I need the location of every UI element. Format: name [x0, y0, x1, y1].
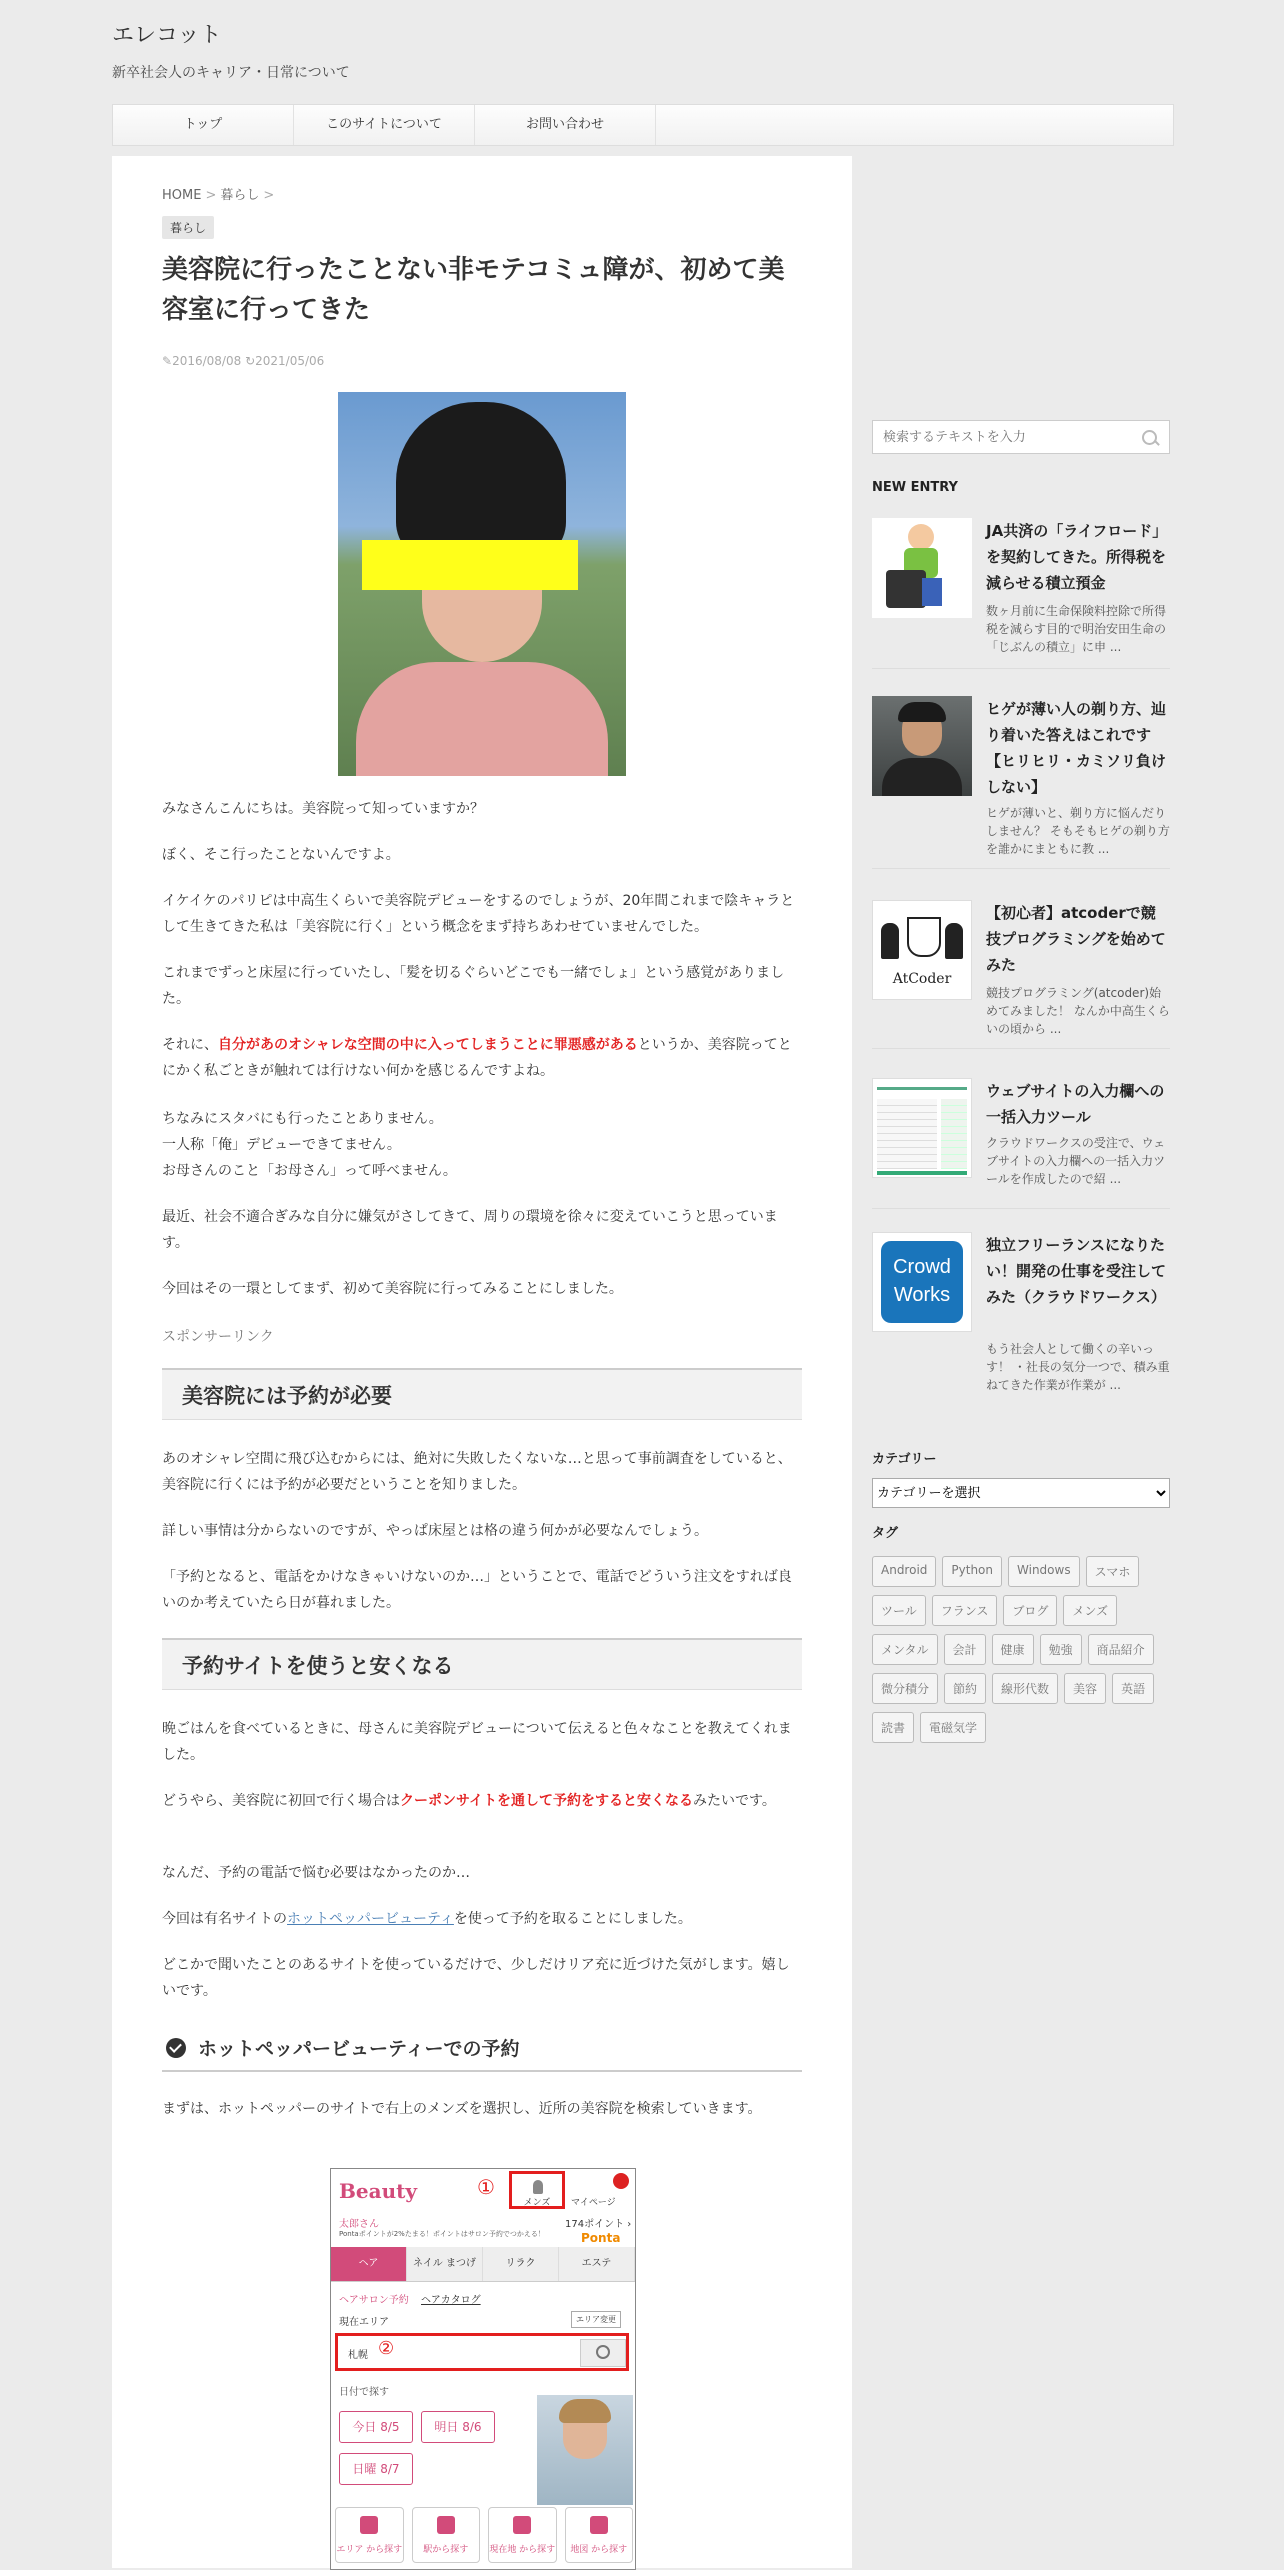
hp-station-button: 駅から探す [412, 2507, 481, 2563]
paragraph: どこかで聞いたことのあるサイトを使っているだけで、少しだけリア充に近づけた気がします。嬉しいです。 [162, 1957, 790, 1999]
hp-tab: エステ [559, 2247, 635, 2281]
breadcrumb-sep: > [263, 188, 275, 203]
author-photo [338, 392, 626, 776]
tag-link[interactable]: 節約 [944, 1673, 986, 1704]
category-select[interactable] [872, 1478, 1170, 1508]
paragraph: 「予約となると、電話をかけなきゃいけないのか…」ということで、電話でどういう注文をすれば良いのか考えていたら日が暮れました。 [162, 1569, 792, 1611]
nav-about[interactable]: このサイトについて [294, 105, 475, 145]
tag-link[interactable]: 読書 [872, 1712, 914, 1743]
hp-date-chip: 日曜 8/7 [339, 2453, 413, 2485]
entry-title[interactable]: ヒゲが薄い人の剃り方、辿り着いた答えはこれです【ヒリヒリ・カミソリ負けしない】 [986, 700, 1167, 796]
crowdworks-label-2: Works [893, 1284, 951, 1306]
search-input[interactable] [881, 421, 1135, 453]
search-icon[interactable] [1142, 430, 1157, 445]
paragraph: これまでずっと床屋に行っていたし、「髪を切るぐらいどこでも一緒でしょ」という感覚がありました。 [162, 965, 785, 1007]
tag-link[interactable]: 英語 [1112, 1673, 1154, 1704]
atcoder-logo[interactable] [872, 900, 972, 1000]
new-entry-item[interactable] [872, 518, 1170, 669]
highlight-text: 自分があのオシャレな空間の中に入ってしまうことに罪悪感がある [218, 1037, 638, 1053]
paragraph: 今回はその一環としてまず、初めて美容院に行ってみることにしました。 [162, 1281, 623, 1297]
paragraph: みなさんこんにちは。美容院って知っていますか？ [162, 801, 484, 817]
hp-area-label: 現在エリア [339, 2317, 389, 2328]
hp-tab: リラク [483, 2247, 559, 2281]
new-entry-item[interactable] [872, 696, 1170, 869]
paragraph: 詳しい事情は分からないのですが、やっぱ床屋とは格の違う何かが必要なんでしょう。 [162, 1523, 708, 1539]
tag-link[interactable]: Windows [1008, 1556, 1080, 1587]
hp-date-chip: 今日 8/5 [339, 2411, 413, 2443]
new-entry-item[interactable] [872, 900, 1170, 1049]
tag-link[interactable]: メンズ [1063, 1595, 1117, 1626]
section-heading: 予約サイトを使うと安くなる [162, 1638, 802, 1690]
crowdworks-logo[interactable] [872, 1232, 972, 1332]
new-entry-heading: NEW ENTRY [872, 480, 958, 495]
paragraph: ぼく、そこ行ったことないんですよ。 [162, 847, 400, 863]
tag-link[interactable]: フランス [932, 1595, 998, 1626]
close-icon [613, 2173, 629, 2189]
section-heading: 美容院には予約が必要 [162, 1368, 802, 1420]
entry-excerpt: ヒゲが薄いと、剃り方に悩んだりしません？ そもそもヒゲの剃り方を誰かにまともに教 ... [986, 806, 1170, 856]
tag-cloud [872, 1556, 1170, 1743]
breadcrumb-sep: > [205, 188, 217, 203]
paragraph: まずは、ホットペッパーのサイトで右上のメンズを選択し、近所の美容院を検索していきます。 [162, 2101, 762, 2117]
mens-button: メンズ [509, 2171, 565, 2209]
paragraph: あのオシャレ空間に飛び込むからには、絶対に失敗したくないな…と思って事前調査をしていると、美容院に行くには予約が必要だということを知りました。 [162, 1451, 792, 1493]
entry-title[interactable]: 独立フリーランスになりたい！開発の仕事を受注してみた（クラウドワークス） [986, 1236, 1167, 1306]
entry-excerpt: 数ヶ月前に生命保険料控除で所得税を減らす目的で明治安田生命の「じぶんの積立」に申 ... [986, 604, 1167, 654]
hp-tab: ネイル まつげ [407, 2247, 483, 2281]
new-entry-item[interactable] [872, 1232, 1170, 1408]
tag-heading: タグ [872, 1526, 899, 1541]
hp-sub-link: ヘアカタログ [421, 2295, 481, 2306]
paragraph: 晩ごはんを食べているときに、母さんに美容院デビューについて伝えると色々なことを教えてくれました。 [162, 1721, 792, 1763]
hp-search-box [335, 2333, 629, 2371]
sidebar-search [872, 420, 1170, 454]
tag-link[interactable]: 微分積分 [872, 1673, 938, 1704]
model-photo [537, 2395, 633, 2505]
breadcrumb-home[interactable]: HOME [162, 188, 202, 203]
tag-link[interactable]: ツール [872, 1595, 926, 1626]
entry-title[interactable]: JA共済の「ライフロード」を契約してきた。所得税を減らせる積立預金 [986, 522, 1168, 592]
hp-location-button: 現在地 から探す [488, 2507, 557, 2563]
face-censor-bar [362, 540, 578, 590]
paragraph: なんだ、予約の電話で悩む必要はなかったのか… [162, 1865, 470, 1881]
tag-link[interactable]: Python [942, 1556, 1002, 1587]
subsection-heading: ホットペッパービューティーでの予約 [162, 2026, 802, 2072]
tag-link[interactable]: 電磁気学 [920, 1712, 986, 1743]
tag-link[interactable]: 線形代数 [992, 1673, 1058, 1704]
entry-excerpt: もう社会人として働くの辛いっす！ ・社長の気分一つで、積み重ねてきた作業が作業が ... [986, 1342, 1170, 1392]
site-description: 新卒社会人のキャリア・日常について [112, 65, 350, 81]
points: 174ポイント › [565, 2219, 632, 2230]
entry-thumbnail[interactable] [872, 1078, 972, 1178]
tag-link[interactable]: 健康 [992, 1634, 1034, 1665]
updated-date: 2021/05/06 [255, 354, 325, 368]
crowdworks-label-1: Crowd [893, 1256, 951, 1278]
tag-link[interactable]: 会計 [944, 1634, 986, 1665]
hp-area-button: エリア から探す [335, 2507, 404, 2563]
atcoder-label: AtCoder [892, 971, 952, 987]
entry-title[interactable]: 【初心者】atcoderで競技プログラミングを始めてみた [986, 904, 1166, 974]
hp-date-chip: 明日 8/6 [421, 2411, 495, 2443]
category-tag[interactable]: 暮らし [162, 216, 214, 239]
paragraph: イケイケのパリピは中高生くらいで美容院デビューをするのでしょうが、20年間これまで陰キャラとして生きてきた私は「美容院に行く」という概念をまず持ちあわせていませんでした。 [162, 893, 795, 935]
paragraph: 今回は有名サイトのホットペッパービューティを使って予約を取ることにしました。 [162, 1911, 692, 1927]
pencil-icon: ✎ [162, 354, 173, 368]
hp-sub-link: ヘアサロン予約 [339, 2295, 409, 2306]
hp-tabs [331, 2247, 635, 2282]
tag-link[interactable]: Android [872, 1556, 936, 1587]
ponta-logo: Ponta [581, 2231, 621, 2245]
mypage-label: マイページ [571, 2198, 616, 2208]
breadcrumb [162, 184, 802, 203]
hp-bottom-nav [335, 2507, 633, 2563]
marker-1: ① [477, 2175, 495, 2199]
article-dates [162, 354, 802, 368]
site-title[interactable]: エレコット [112, 23, 222, 48]
new-entry-item[interactable] [872, 1078, 1170, 1209]
tag-link[interactable]: ブログ [1003, 1595, 1057, 1626]
paragraph: ちなみにスタバにも行ったことありません。 一人称「俺」デビューできてません。 お母さんのこと「お母さん」って呼べません。 [162, 1111, 457, 1179]
beauty-logo: Beauty [339, 2179, 417, 2203]
entry-title[interactable]: ウェブサイトの入力欄への一括入力ツール [986, 1082, 1165, 1126]
hp-search-value: 札幌 [348, 2350, 368, 2361]
tag-link[interactable]: スマホ [1086, 1556, 1140, 1587]
tag-link[interactable]: メンタル [872, 1634, 938, 1665]
user-name: 太郎さん [339, 2219, 379, 2230]
paragraph: それに、自分があのオシャレな空間の中に入ってしまうことに罪悪感があるというか、美容院ってとにかく私ごときが触れては行けない何かを感じるんですよね。 [162, 1037, 792, 1079]
entry-thumbnail[interactable] [872, 518, 972, 618]
entry-thumbnail[interactable] [872, 696, 972, 796]
entry-excerpt: 競技プログラミング(atcoder)始めてみました！ なんか中高生くらいの頃から ... [986, 986, 1170, 1036]
category-heading: カテゴリー [872, 1452, 937, 1467]
search-icon [580, 2339, 626, 2367]
hp-map-button: 地図 から探す [565, 2507, 634, 2563]
breadcrumb-category[interactable]: 暮らし [220, 188, 260, 203]
sponsored-label: スポンサーリンク [162, 1329, 274, 1345]
highlight-text: クーポンサイトを通して予約をすると安くなる [400, 1793, 694, 1809]
promo-text: Pontaポイントが2%たまる！ポイントはサロン予約でつかえる！ [339, 2230, 545, 2238]
nav-contact[interactable]: お問い合わせ [475, 105, 656, 145]
marker-2: ② [378, 2338, 395, 2359]
article-title: 美容院に行ったことない非モテコミュ障が、初めて美容室に行ってきた [162, 255, 785, 325]
hotpepper-screenshot [330, 2168, 636, 2570]
nav-top[interactable]: トップ [113, 105, 294, 145]
hp-date-label: 日付で探す [339, 2387, 389, 2398]
entry-excerpt: クラウドワークスの受注で、ウェブサイトの入力欄への一括入力ツールを作成したので紹 ... [986, 1136, 1166, 1186]
hp-area-change: エリア変更 [571, 2311, 621, 2328]
tag-link[interactable]: 美容 [1064, 1673, 1106, 1704]
refresh-icon: ↻ [245, 354, 256, 368]
hotpepper-link[interactable]: ホットペッパービューティ [287, 1911, 454, 1927]
hp-tab: ヘア [331, 2247, 407, 2281]
global-nav [112, 104, 1174, 146]
paragraph: 最近、社会不適合ぎみな自分に嫌気がさしてきて、周りの環境を徐々に変えていこうと思っています。 [162, 1209, 778, 1251]
paragraph: どうやら、美容院に初回で行く場合はクーポンサイトを通して予約をすると安くなるみたいです。 [162, 1793, 776, 1809]
check-circle-icon [166, 2038, 186, 2058]
tag-link[interactable]: 商品紹介 [1088, 1634, 1154, 1665]
tag-link[interactable]: 勉強 [1040, 1634, 1082, 1665]
published-date: 2016/08/08 [172, 354, 242, 368]
article-main [112, 156, 852, 2568]
